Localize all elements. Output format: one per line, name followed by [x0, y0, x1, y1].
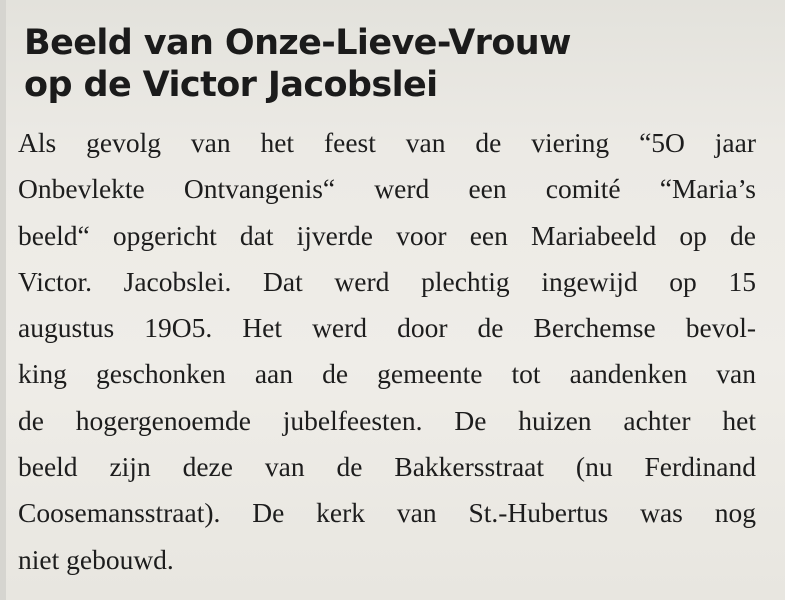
body-line: de hogergenoemde jubelfeesten. De huizen achter het	[18, 404, 756, 436]
article-body	[18, 120, 756, 583]
body-line: beeld zijn deze van de Bakkersstraat (nu Ferdinand	[18, 451, 756, 483]
body-line: Als gevolg van het feest van de viering “5O jaar	[18, 127, 756, 158]
body-line: niet gebouwd.	[18, 543, 174, 575]
body-line: Victor. Jacobslei. Dat werd plechtig ingewijd op 15	[18, 265, 756, 297]
body-line: king geschonken aan de gemeente tot aandenken van	[18, 358, 756, 390]
bleed-through-text	[589, 0, 779, 86]
title-line-2: op de Victor Jacobslei	[24, 65, 438, 105]
title-line-1: Beeld van Onze-Lieve-Vrouw	[24, 23, 571, 63]
body-line: beeld“ opgericht dat ijverde voor een Mariabeeld op de	[18, 219, 756, 251]
body-line: Onbevlekte Ontvangenis“ werd een comité “Maria’s	[18, 173, 756, 205]
body-line: augustus 19O5. Het werd door de Berchemse bevol-	[18, 312, 756, 344]
article-title	[24, 22, 571, 106]
body-line: Coosemansstraat). De kerk van St.-Hubertus was nog	[18, 497, 756, 529]
page-edge	[0, 0, 6, 600]
